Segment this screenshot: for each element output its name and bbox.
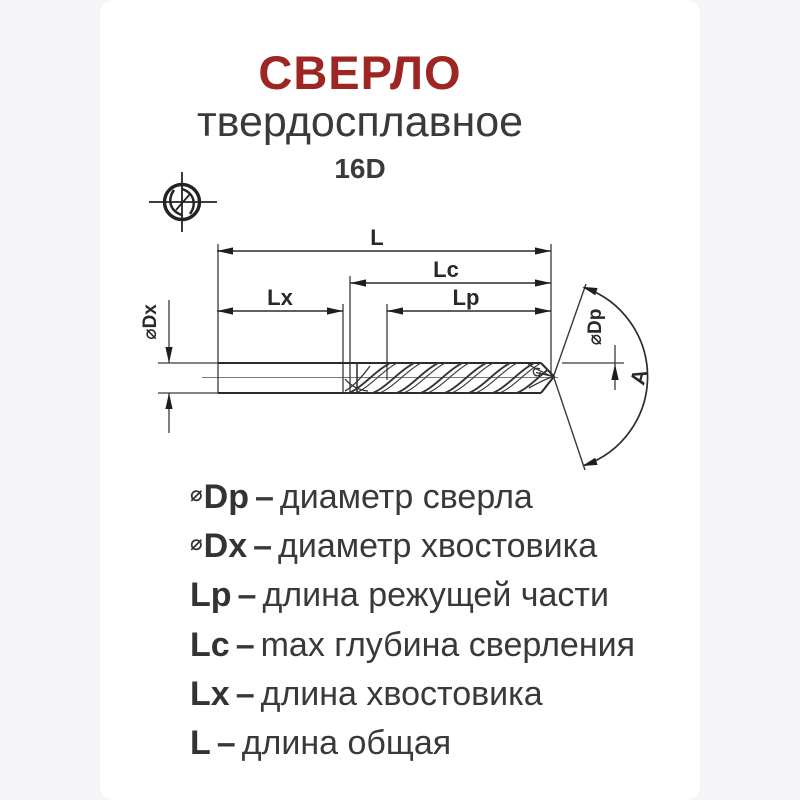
arc-arrow-top: [582, 287, 597, 295]
label-overall-length: L: [370, 228, 384, 250]
label-shank-diameter: ⌀Dx: [140, 304, 161, 340]
label-point-angle: A: [626, 366, 653, 388]
legend-item-lc: Lc – max глубина сверления: [190, 626, 636, 664]
cone-line-lower: [554, 377, 586, 471]
drill-dimension-drawing: [130, 228, 670, 480]
legend-item-dp: ⌀Dp – диаметр сверла: [190, 478, 533, 516]
label-shank-length: Lx: [267, 285, 293, 310]
extension-lines: [158, 244, 624, 433]
label-max-depth: Lc: [433, 257, 459, 282]
legend-item-lx: Lx – длина хвостовика: [190, 675, 543, 713]
label-cutting-length: Lp: [452, 285, 480, 310]
drill-end-view-icon: [146, 169, 222, 235]
diameter-symbol: ⌀: [190, 483, 204, 506]
series-label: 16D: [334, 153, 386, 184]
diameter-symbol: ⌀: [190, 532, 204, 555]
label-drill-diameter: ⌀Dp: [585, 308, 606, 346]
legend-item-l: L – длина общая: [190, 724, 452, 762]
page-title: СВЕРЛО: [258, 46, 462, 99]
arc-arrow-bottom: [582, 458, 597, 466]
legend-item-dx: ⌀Dx – диаметр хвостовика: [190, 527, 598, 565]
legend-item-lp: Lp – длина режущей части: [190, 576, 609, 614]
page-subtitle: твердосплавное: [196, 98, 524, 146]
